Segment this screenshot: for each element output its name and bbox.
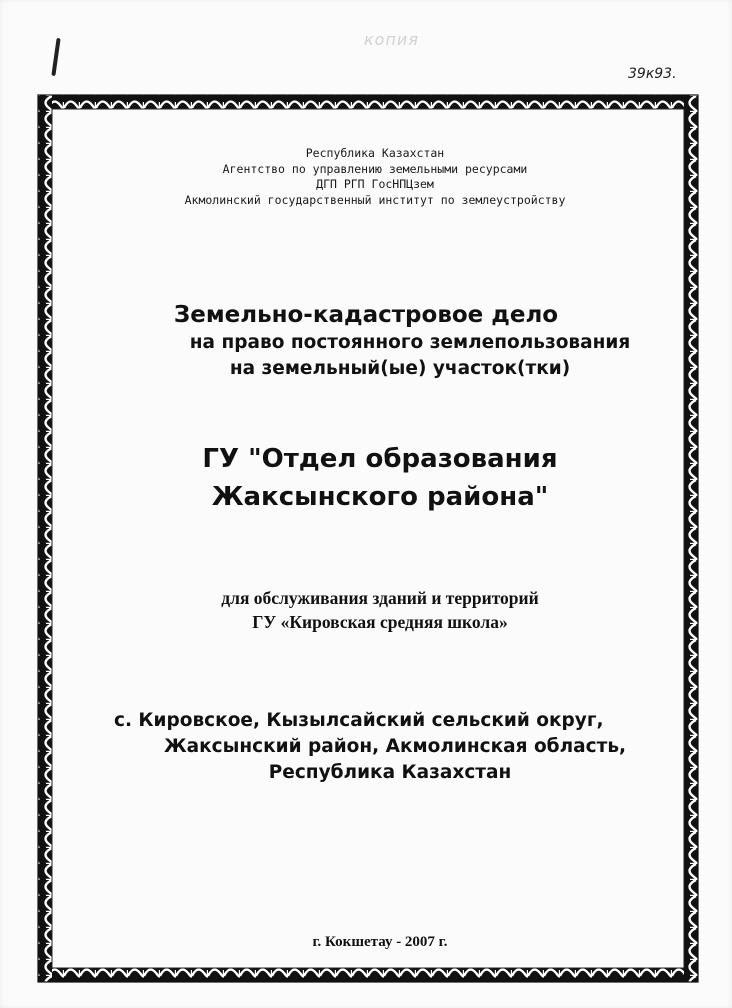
address-line-2: Жаксынский район, Акмолинская область, [163, 736, 627, 757]
header-line-country: Республика Казахстан [305, 146, 445, 160]
border-right [684, 95, 698, 982]
location-address [100, 708, 660, 786]
header-line-institute: Акмолинский государственный институт по землеустройству [184, 192, 566, 207]
purpose-line-1: для обслуживания зданий и территорий [221, 588, 539, 608]
border-left [38, 95, 52, 982]
header-line-agency: Агентство по управлению земельными ресурсами [222, 161, 528, 176]
document-title [110, 300, 670, 382]
place-and-year: г. Кокшетау - 2007 г. [312, 934, 448, 950]
title-subtitle-2: на земельный(ые) участок(тки) [229, 358, 571, 379]
organization-name [130, 440, 630, 516]
border-bottom [38, 968, 698, 982]
title-main: Земельно-кадастровое дело [173, 302, 559, 328]
land-purpose [150, 586, 610, 634]
archive-code: 39к93. [628, 66, 677, 82]
address-line-1: с. Кировское, Кызылсайский сельский округ, [114, 710, 604, 731]
purpose-line-2: ГУ «Кировская средняя школа» [252, 612, 508, 632]
border-outer-line [38, 95, 698, 982]
title-subtitle-1: на право постоянного землепользования [189, 332, 631, 353]
institution-header [120, 146, 630, 208]
border-inner-line [52, 109, 684, 968]
address-line-3: Республика Казахстан [268, 762, 512, 783]
header-line-enterprise: ДГП РГП ГосНПЦзем [316, 177, 434, 191]
organization-line-2: Жаксынского района" [211, 482, 549, 512]
copy-stamp: копия [364, 30, 419, 49]
organization-line-1: ГУ "Отдел образования [202, 444, 558, 474]
border-top [38, 95, 698, 109]
